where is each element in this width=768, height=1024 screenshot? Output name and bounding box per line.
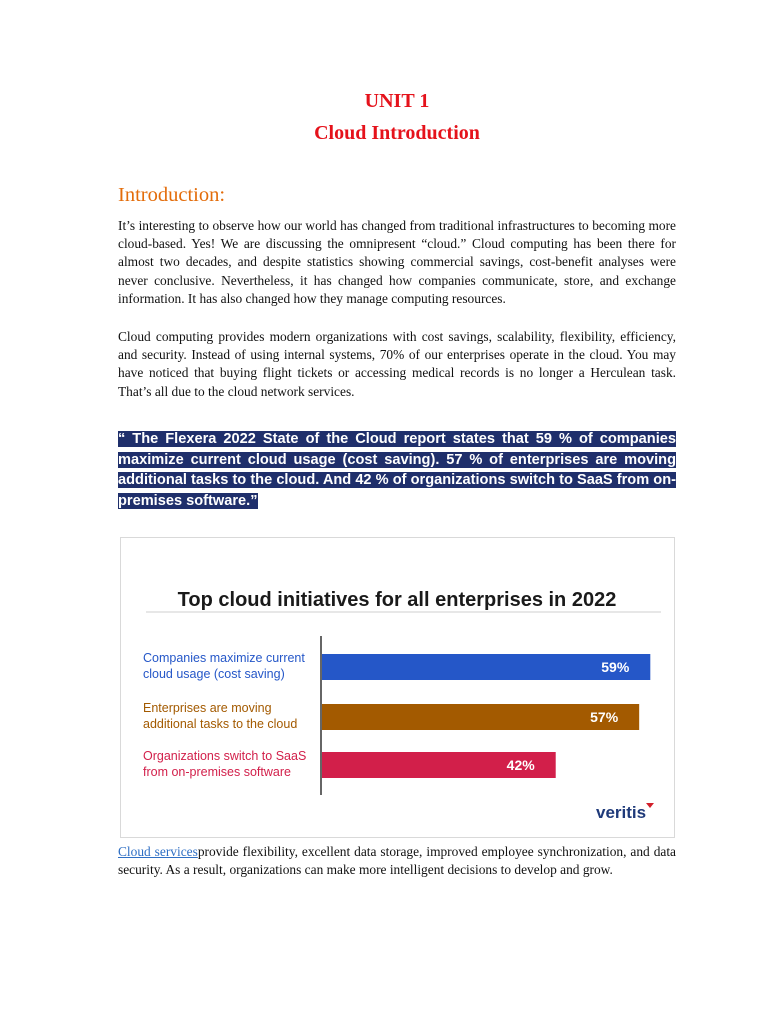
cloud-services-link[interactable]: Cloud services [118, 844, 198, 859]
category-label-1-line-1: Companies maximize current [143, 651, 305, 665]
bar-value-label-1: 59% [601, 659, 630, 675]
intro-paragraph-2: Cloud computing provides modern organizations with cost savings, scalability, flexibility, efficiency, and security. Instead of using internal systems, 70% of our enterprises operate in the cloud. You may have noticed that buying flight tickets or accessing medical records is no longer a Herculean task. That’s all due to the cloud network services. [118, 329, 676, 399]
closing-paragraph-text: provide flexibility, excellent data storage, improved employee synchronization, and data security. As a result, organizations can make more intelligent decisions to develop and grow. [118, 844, 676, 878]
quote-block [118, 429, 676, 511]
quote-text: “ The Flexera 2022 State of the Cloud report states that 59 % of companies maximize current cloud usage (cost saving). 57 % of enterprises are moving additional tasks to the cloud. And 42 % of organizations switch to SaaS from on-premises software.” [118, 431, 676, 509]
intro-paragraph-1: It’s interesting to observe how our world has changed from traditional infrastructures to becoming more cloud-based. Yes! We are discussing the omnipresent “cloud.” Cloud computing has been there for almost two decades, and despite statistics showing commercial savings, cost-benefit analyses were never conclusive. Nevertheless, it has changed how companies communicate, store, and exchange information. It has also changed how they manage computing resources. [118, 218, 676, 306]
page-title: Cloud Introduction [314, 122, 480, 144]
logo-mark-icon [646, 803, 654, 808]
veritis-logo: veritis [596, 803, 647, 822]
bar-chart [121, 538, 674, 837]
chart-figure [120, 537, 675, 838]
chart-title: Top cloud initiatives for all enterprises in 2022 [177, 589, 617, 611]
section-heading: Introduction: [118, 184, 226, 206]
category-label-2-line-2: additional tasks to the cloud [143, 717, 298, 731]
bar-value-label-3: 42% [506, 757, 535, 773]
bar-value-label-2: 57% [590, 709, 619, 725]
category-label-3-line-2: from on-premises software [143, 765, 291, 779]
category-label-1-line-2: cloud usage (cost saving) [143, 667, 285, 681]
category-label-3-line-1: Organizations switch to SaaS [143, 749, 307, 763]
unit-heading: UNIT 1 [364, 90, 430, 112]
closing-paragraph [118, 843, 676, 879]
category-label-2-line-1: Enterprises are moving [143, 701, 272, 715]
